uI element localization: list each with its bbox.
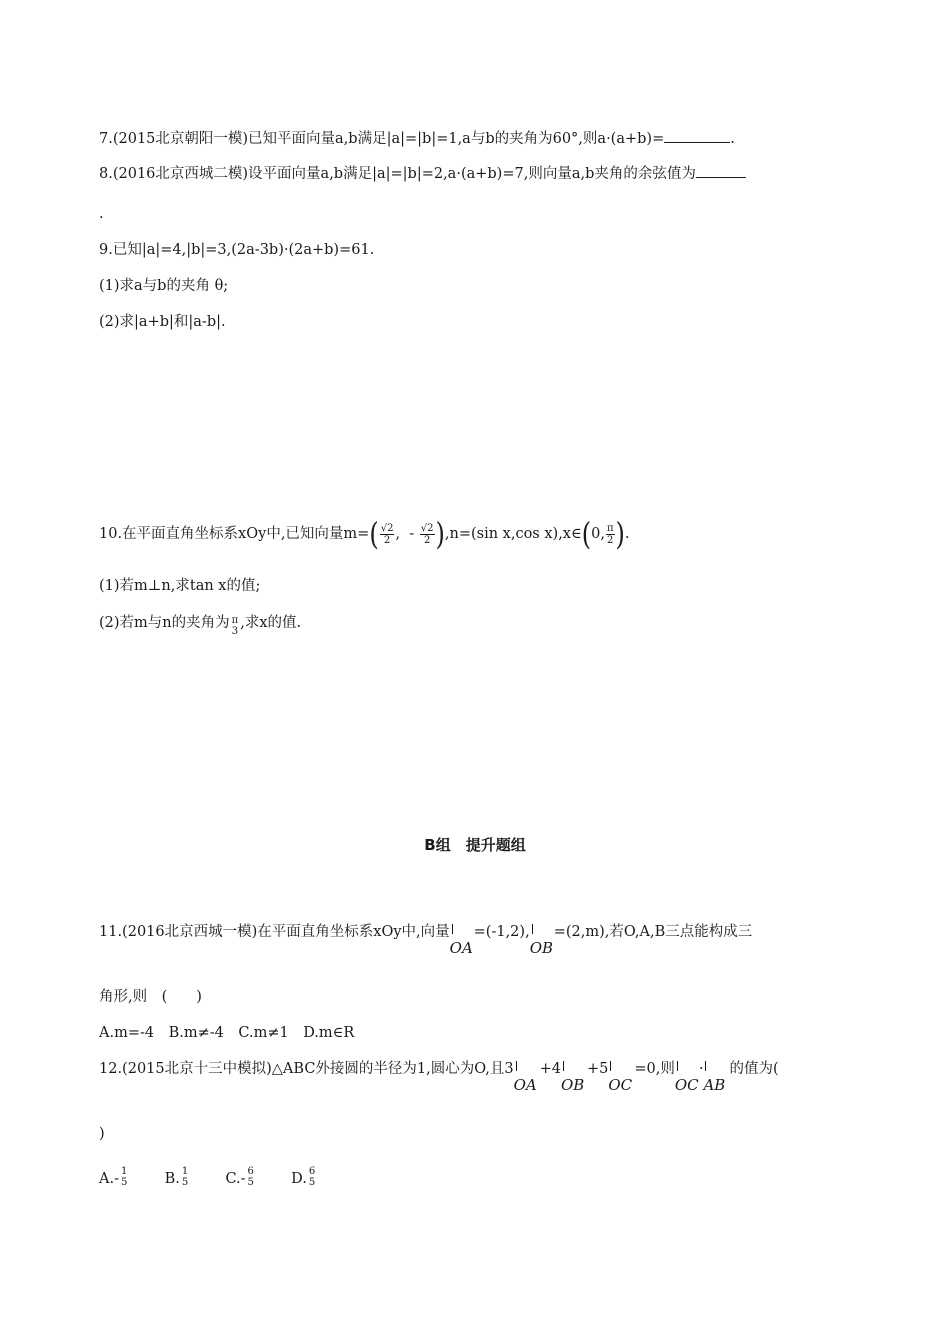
option-d: D. 6 5 (291, 1166, 316, 1188)
vector-ob: OB (561, 1059, 587, 1079)
vector-oc: OC (608, 1059, 634, 1079)
question-8-text: 8.(2016北京西城二模)设平面向量a,b满足|a|=|b|=2,a·(a+b)=7,则向量a,b夹角的余弦值为 (99, 166, 696, 182)
question-11-line-2: 角形,则 ( ) (99, 989, 202, 1005)
vector-oa: OA (450, 922, 474, 942)
answer-blank (696, 163, 746, 178)
question-10-part-1: (1)若m⊥n,求tan x的值; (99, 578, 261, 594)
section-title: B组 提升题组 (424, 836, 526, 854)
option-c: C.- 6 5 (225, 1166, 254, 1188)
fraction: $\frac{√2}{2}$ (380, 522, 394, 546)
question-8 (99, 163, 746, 184)
question-10-part-2: (2)若m与n的夹角为 π 3 ,求x的值. (99, 615, 302, 637)
vector-oa: OA (514, 1059, 540, 1079)
fraction: $\frac{\pi}{2}$ (606, 522, 614, 546)
vector-ob: OB (530, 922, 554, 942)
vector-oc: OC (675, 1059, 699, 1079)
fraction: $\frac{√2}{2}$ (420, 522, 434, 546)
question-7: 7.(2015北京朝阳一模)已知平面向量a,b满足|a|=|b|=1,a与b的夹角为60°,则a·(a+b)= . (99, 128, 735, 149)
option-b: B. 1 5 (164, 1166, 189, 1188)
fraction: π 3 (231, 615, 239, 637)
question-9-part-2: (2)求|a+b|和|a-b|. (99, 314, 226, 330)
question-11: 11.(2016北京西城一模)在平面直角坐标系xOy中,向量 OA =(-1,2), OB =(2,m),若O,A,B三点能构成三 (99, 924, 753, 957)
question-9-part-1: (1)求a与b的夹角 θ; (99, 278, 229, 294)
question-9 (99, 240, 374, 260)
question-12: 12.(2015北京十三中模拟)△ABC外接圆的半径为1,圆心为O,且3 OA +4 OB +5 OC =0,则 OC · AB 的值为( (99, 1061, 779, 1094)
option-a: A.- 1 5 (99, 1166, 128, 1188)
question-12-line-2: ) (99, 1126, 105, 1142)
question-12-options (99, 1166, 317, 1192)
answer-blank (664, 128, 730, 143)
question-11-options: A.m=-4 B.m≠-4 C.m≠1 D.m∈R (99, 1025, 355, 1041)
question-10: 10.在平面直角坐标系xOy中,已知向量m=( $\frac{√2}{2}$ , - $\frac{√2}{2}$ ),n=(sin x,cos x),x∈(0, $\frac{\pi}{2}$ ). (99, 515, 630, 553)
question-7-text: 7.(2015北京朝阳一模)已知平面向量a,b满足|a|=|b|=1,a与b的夹角为60°,则a·(a+b)= (99, 131, 665, 147)
question-8-end: . (99, 206, 104, 222)
question-9-text: 9.已知|a|=4,|b|=3,(2a-3b)·(2a+b)=61. (99, 242, 375, 258)
vector-ab: AB (703, 1059, 729, 1079)
